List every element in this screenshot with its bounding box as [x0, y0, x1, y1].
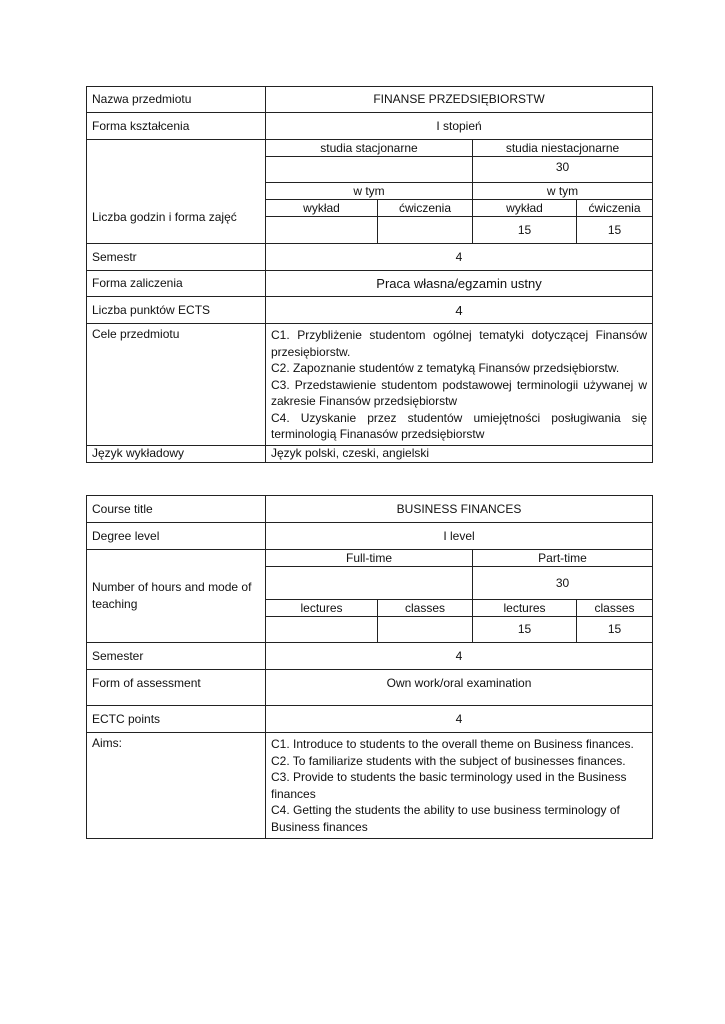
goal-item: C4. Uzyskanie przez studentów umiejętności posługiwania się terminologią Finanasów przedsiębiorstw	[271, 410, 648, 441]
fulltime-label-en: Full-time	[266, 550, 473, 567]
goal-item: C1. Przybliżenie studentom ogólnej tematyki dotyczącej Finansów przesiębiorstw.	[271, 328, 648, 359]
subject-label: Nazwa przedmiotu	[87, 87, 266, 113]
semester-label-en: Semester	[87, 643, 266, 670]
degree-value: I level	[266, 523, 653, 550]
pt-classes-label-en: classes	[577, 600, 653, 617]
aim-item: C2. To familiarize students with the subject of businesses finances.	[271, 753, 626, 768]
fulltime-total-en	[266, 567, 473, 600]
language-value: Język polski, czeski, angielski	[266, 445, 653, 462]
pt-classes-label: ćwiczenia	[577, 200, 653, 217]
hours-label-en: Number of hours and mode of teaching	[87, 550, 266, 643]
parttime-label-en: Part-time	[473, 550, 653, 567]
semester-value: 4	[266, 244, 653, 271]
fulltime-label: studia stacjonarne	[266, 140, 473, 157]
pt-lectures-value-en: 15	[473, 617, 577, 643]
goal-item: C2. Zapoznanie studentów z tematyką Finansów przedsiębiorstw.	[271, 361, 620, 375]
fulltime-total	[266, 157, 473, 183]
parttime-total: 30	[473, 157, 653, 183]
language-label: Język wykładowy	[87, 445, 266, 462]
aims-list	[266, 733, 653, 839]
pt-lectures-label-en: lectures	[473, 600, 577, 617]
semester-value-en: 4	[266, 643, 653, 670]
course-value: BUSINESS FINANCES	[266, 496, 653, 523]
ft-classes-label-en: classes	[378, 600, 473, 617]
pt-classes-value-en: 15	[577, 617, 653, 643]
goal-item: C3. Przedstawienie studentom podstawowej terminologii używanej w zakresie Finansów przedsiębiorstw	[271, 377, 648, 408]
aim-item: C3. Provide to students the basic terminology used in the Business finances	[271, 770, 627, 801]
ects-label: Liczba punktów ECTS	[87, 297, 266, 324]
goals-list	[266, 324, 653, 446]
aim-item: C1. Introduce to students to the overall theme on Business finances.	[271, 737, 634, 751]
subject-value: FINANSE PRZEDSIĘBIORSTW	[266, 87, 653, 113]
ft-lectures-value-en	[266, 617, 378, 643]
parttime-label: studia niestacjonarne	[473, 140, 653, 157]
polish-syllabus-table	[86, 86, 653, 463]
ft-lecture-label: wykład	[266, 200, 378, 217]
hours-label: Liczba godzin i forma zajęć	[87, 140, 266, 244]
ft-classes-value	[378, 217, 473, 244]
pt-lecture-label: wykład	[473, 200, 577, 217]
parttime-including: w tym	[473, 183, 653, 200]
ft-lectures-label-en: lectures	[266, 600, 378, 617]
ft-lectures-value	[266, 217, 378, 244]
aims-label: Aims:	[87, 733, 266, 839]
goals-label: Cele przedmiotu	[87, 324, 266, 446]
level-value: I stopień	[266, 113, 653, 140]
assessment-label: Forma zaliczenia	[87, 271, 266, 297]
assessment-value: Praca własna/egzamin ustny	[266, 271, 653, 297]
course-label: Course title	[87, 496, 266, 523]
level-label: Forma kształcenia	[87, 113, 266, 140]
assessment-label-en: Form of assessment	[87, 670, 266, 706]
semester-label: Semestr	[87, 244, 266, 271]
parttime-total-en: 30	[473, 567, 653, 600]
degree-label: Degree level	[87, 523, 266, 550]
ects-value: 4	[266, 297, 653, 324]
ects-label-en: ECTC points	[87, 706, 266, 733]
aim-item: C4. Getting the students the ability to use business terminology of Business finances	[271, 803, 620, 834]
pt-lectures-value: 15	[473, 217, 577, 244]
pt-classes-value: 15	[577, 217, 653, 244]
ects-value-en: 4	[266, 706, 653, 733]
ft-classes-value-en	[378, 617, 473, 643]
english-syllabus-table	[86, 495, 653, 839]
assessment-value-en: Own work/oral examination	[266, 670, 653, 706]
fulltime-including: w tym	[266, 183, 473, 200]
ft-classes-label: ćwiczenia	[378, 200, 473, 217]
